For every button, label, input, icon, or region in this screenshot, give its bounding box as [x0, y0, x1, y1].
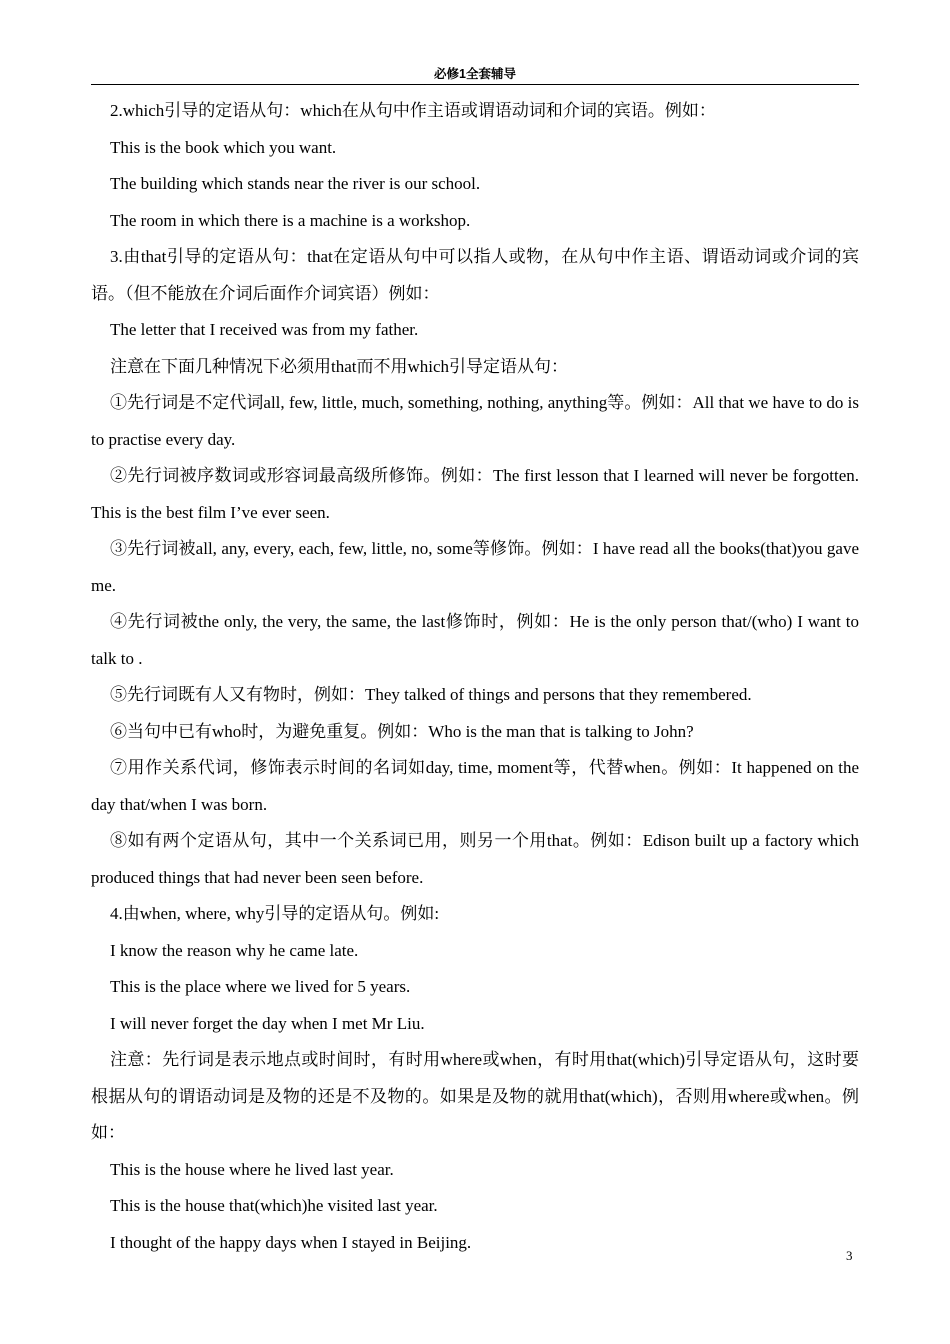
page-header-title: 必修1全套辅导	[434, 67, 516, 81]
paragraph: ②先行词被序数词或形容词最高级所修饰。例如：The first lesson that I learned will never be forgotten. This is the best film I’ve ever seen.	[91, 466, 859, 522]
paragraph: I will never forget the day when I met Mr Liu.	[110, 1013, 425, 1033]
document-body	[91, 93, 859, 1261]
paragraph: ⑤先行词既有人又有物时，例如：They talked of things and persons that they remembered.	[110, 685, 752, 704]
page-number: 3	[846, 1248, 853, 1263]
paragraph: 注意：先行词是表示地点或时间时，有时用where或when，有时用that(which)引导定语从句，这时要根据从句的谓语动词是及物的还是不及物的。如果是及物的就用that(which)，否则用where或when。例如：	[91, 1050, 859, 1142]
paragraph: 3.由that引导的定语从句：that在定语从句中可以指人或物，在从句中作主语、谓语动词或介词的宾语。（但不能放在介词后面作介词宾语）例如：	[91, 247, 859, 303]
paragraph: The letter that I received was from my father.	[110, 320, 419, 339]
paragraph: ③先行词被all, any, every, each, few, little, no, some等修饰。例如：I have read all the books(that)you gave me.	[91, 539, 859, 595]
paragraph: ①先行词是不定代词all, few, little, much, something, nothing, anything等。例如：All that we have to do is to practise every day.	[91, 393, 859, 449]
paragraph: The room in which there is a machine is a workshop.	[110, 210, 471, 230]
paragraph: 4.由when, where, why引导的定语从句。例如:	[110, 904, 440, 923]
paragraph: This is the place where we lived for 5 years.	[110, 977, 411, 996]
paragraph: ⑦用作关系代词，修饰表示时间的名词如day, time, moment等，代替when。例如：It happened on the day that/when I was born.	[91, 758, 859, 814]
paragraph: This is the house where he lived last year.	[110, 1159, 394, 1179]
paragraph: ⑧如有两个定语从句，其中一个关系词已用，则另一个用that。例如：Edison built up a factory which produced things that had never been seen before.	[91, 831, 859, 887]
paragraph: ⑥当句中已有who时，为避免重复。例如：Who is the man that is talking to John?	[110, 721, 694, 741]
paragraph: I know the reason why he came late.	[110, 940, 359, 960]
paragraph: 注意在下面几种情况下必须用that而不用which引导定语从句：	[110, 356, 569, 376]
paragraph: The building which stands near the river is our school.	[110, 174, 481, 193]
paragraph: 2.which引导的定语从句：which在从句中作主语或谓语动词和介词的宾语。例如：	[110, 101, 716, 120]
paragraph: I thought of the happy days when I stayed in Beijing.	[110, 1232, 472, 1252]
paragraph: This is the house that(which)he visited last year.	[110, 1196, 438, 1215]
paragraph: ④先行词被the only, the very, the same, the last修饰时，例如：He is the only person that/(who) I want to talk to .	[91, 612, 859, 668]
paragraph: This is the book which you want.	[110, 137, 337, 157]
header-divider	[91, 84, 859, 85]
